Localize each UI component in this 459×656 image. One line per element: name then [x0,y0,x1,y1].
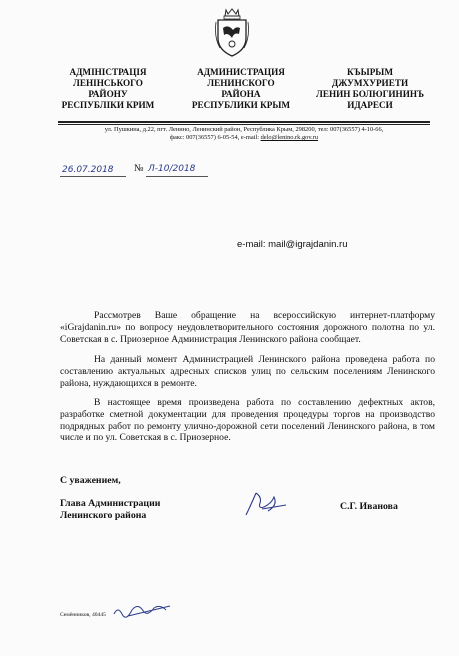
paragraph-text: В настоящее время произведена работа по составлению дефектных актов, разработке сметной документации для проведения процедуры торгов на производство подрядных работ по ремонту улично-дорожной сети поселений Ленинского района, в том числе и по ул. Советская в с. Приозерное. [60,397,435,444]
header-right-line: ЛЕНИН БОЛЮГИНИНЪ [315,89,425,99]
registration-number: Л-10/2018 [148,164,196,174]
number-underline [146,176,208,177]
body-paragraph-2 [60,354,435,394]
paragraph-text: Рассмотрев Ваше обращение на всероссийскую интернет-платформу «iGrajdanin.ru» по вопросу неудовлетворительного состояния дорожного полотна по ул. Советская в с. Приозерное Администрация Ленинского района сообщает. [60,310,435,345]
header-russian [186,67,296,111]
email-link[interactable]: delo@lenino.rk.gov.ru [260,134,319,141]
header-left-line: АДМІНІСТРАЦІЯ [69,67,147,77]
header-divider-thin [58,124,430,125]
header-left-line: РЕСПУБЛІКИ КРИМ [61,100,155,110]
position-line: Ленинского района [60,510,147,521]
header-mid-line: АДМИНИСТРАЦИЯ [197,67,285,77]
header-crimean-tatar [314,67,426,111]
header-left-line: РАЙОНУ [88,89,128,99]
header-ukrainian [48,67,168,111]
date-underline [60,176,126,177]
address-line: ул. Пушкина, д.22, пгт. Ленино, Ленинский район, Республика Крым, 298200, тел: 007(36557) 4-10-66, [104,126,384,133]
position-line: Глава Администрации [60,498,161,509]
number-label: № [134,163,144,174]
signer-name: С.Г. Иванова [340,501,398,512]
closing-regards: С уважением, [60,475,121,486]
header-left-line: ЛЕНІНСЬКОГО [73,78,143,88]
signatory-position [60,498,160,522]
recipient-email: e-mail: mail@igrajdanin.ru [237,239,348,250]
fax-text: факс: 007(36557) 6-05-54, e-mail: [169,134,261,141]
header-mid-line: ЛЕНИНСКОГО [207,78,275,88]
header-right-line: КЪЫРЫМ [346,67,394,77]
header-divider [58,121,430,123]
executor-signature [108,598,178,624]
registration-date: 26.07.2018 [62,165,114,175]
body-paragraph-3 [60,397,435,449]
executor-note: Семёнников, 40445 [60,612,106,618]
header-right-line: ДЖУМХУРИЕТИ [331,78,409,88]
paragraph-text: На данный момент Администрацией Ленинского района проведена работа по составлению актуальных адресных списков улиц по сельским поселениям Ленинского района, нуждающихся в ремонте. [60,354,435,389]
header-mid-line: РЕСПУБЛИКИ КРЫМ [191,100,291,110]
body-paragraph-1 [60,310,435,350]
contact-line [64,134,424,143]
handwritten-signature [238,489,294,519]
header-right-line: ИДАРЕСИ [347,100,393,110]
coat-of-arms-icon [214,8,250,58]
header-mid-line: РАЙОНА [221,89,261,99]
